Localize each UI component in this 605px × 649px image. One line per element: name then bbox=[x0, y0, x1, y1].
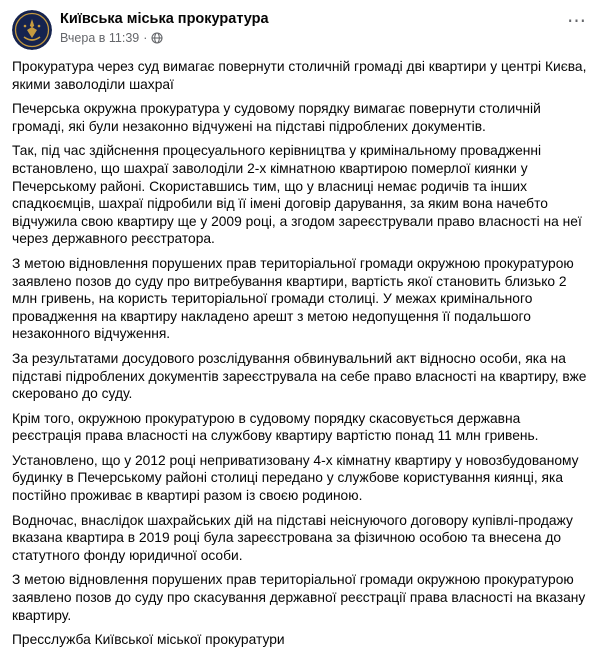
post-header bbox=[0, 0, 605, 54]
post-paragraph: Печерська окружна прокуратура у судовому порядку вимагає повернути столичній громаді, які були незаконно відчужені на підставі підроблених документів. bbox=[12, 101, 541, 134]
post-paragraph: Водночас, внаслідок шахрайських дій на підставі неіснуючого договору купівлі-продажу вказана квартира в 2019 році була зареєстрована за фізичною особою та внесена до статутного фонду юридичної особи. bbox=[12, 512, 573, 563]
page-avatar[interactable] bbox=[12, 10, 52, 50]
globe-privacy-icon bbox=[151, 32, 163, 44]
post-paragraph: З метою відновлення порушених прав територіальної громади окружною прокуратурою заявлено позов до суду про витребування квартири, вартість якої становить близько 2 млн гривень, на користь територіальної громади столиці. У межах кримінального провадження на квартиру накладено арешт з метою недопущення її подальшого незаконного відчуження. bbox=[12, 255, 574, 342]
post-paragraph: Крім того, окружною прокуратурою в судовому порядку скасовується державна реєстрація права власності на службову квартиру вартістю понад 11 млн гривень. bbox=[12, 410, 539, 444]
prosecutor-emblem-icon bbox=[12, 10, 52, 50]
post-paragraph: З метою відновлення порушених прав територіальної громади окружною прокуратурою заявлено позов до суду про скасування державної реєстрації права власності на вказану квартиру. bbox=[12, 572, 586, 623]
timestamp[interactable]: Вчера в 11:39 bbox=[60, 31, 140, 45]
post-paragraph: За результатами досудового розслідування обвинувальний акт відносно особи, яка на підставі підроблених документів зареєструвала на себе право власності на квартиру, вже скеровано до суду. bbox=[12, 350, 587, 402]
post-paragraph: Установлено, що у 2012 році неприватизовану 4-х кімнатну квартиру у новозбудованому будинку в Печерському районі столиці передано у службове користування киянці, яка постійно проживає в квартирі разом із своєю родиною. bbox=[12, 452, 579, 504]
post-paragraph: Так, під час здійснення процесуального керівництва у кримінальному провадженні встановлено, що шахраї заволоділи 2-х кімнатною квартирою померлої киянки у Печерському районі. Скориставшись тим, що у власниці немає родичів та інших спадкоємців, шахраї підробили від її імені договір дарування, за яким вона начебто відчужила свою квартиру ще у 2009 році, а згодом зареєстрували право власності на неї через державного реєстратора. bbox=[12, 143, 582, 247]
post-paragraph: Прокуратура через суд вимагає повернути столичній громаді дві квартири у центрі Києва, якими заволоділи шахраї bbox=[12, 59, 587, 92]
more-options-button[interactable] bbox=[561, 10, 593, 33]
post-signature: Пресслужба Київської міської прокуратури bbox=[12, 632, 285, 648]
post-body bbox=[0, 54, 605, 649]
post-meta bbox=[60, 30, 561, 46]
header-text bbox=[60, 10, 561, 46]
more-options-icon: ⋯ bbox=[567, 11, 587, 32]
meta-separator: · bbox=[143, 31, 148, 45]
page-name[interactable]: Київська міська прокуратура bbox=[60, 11, 269, 27]
